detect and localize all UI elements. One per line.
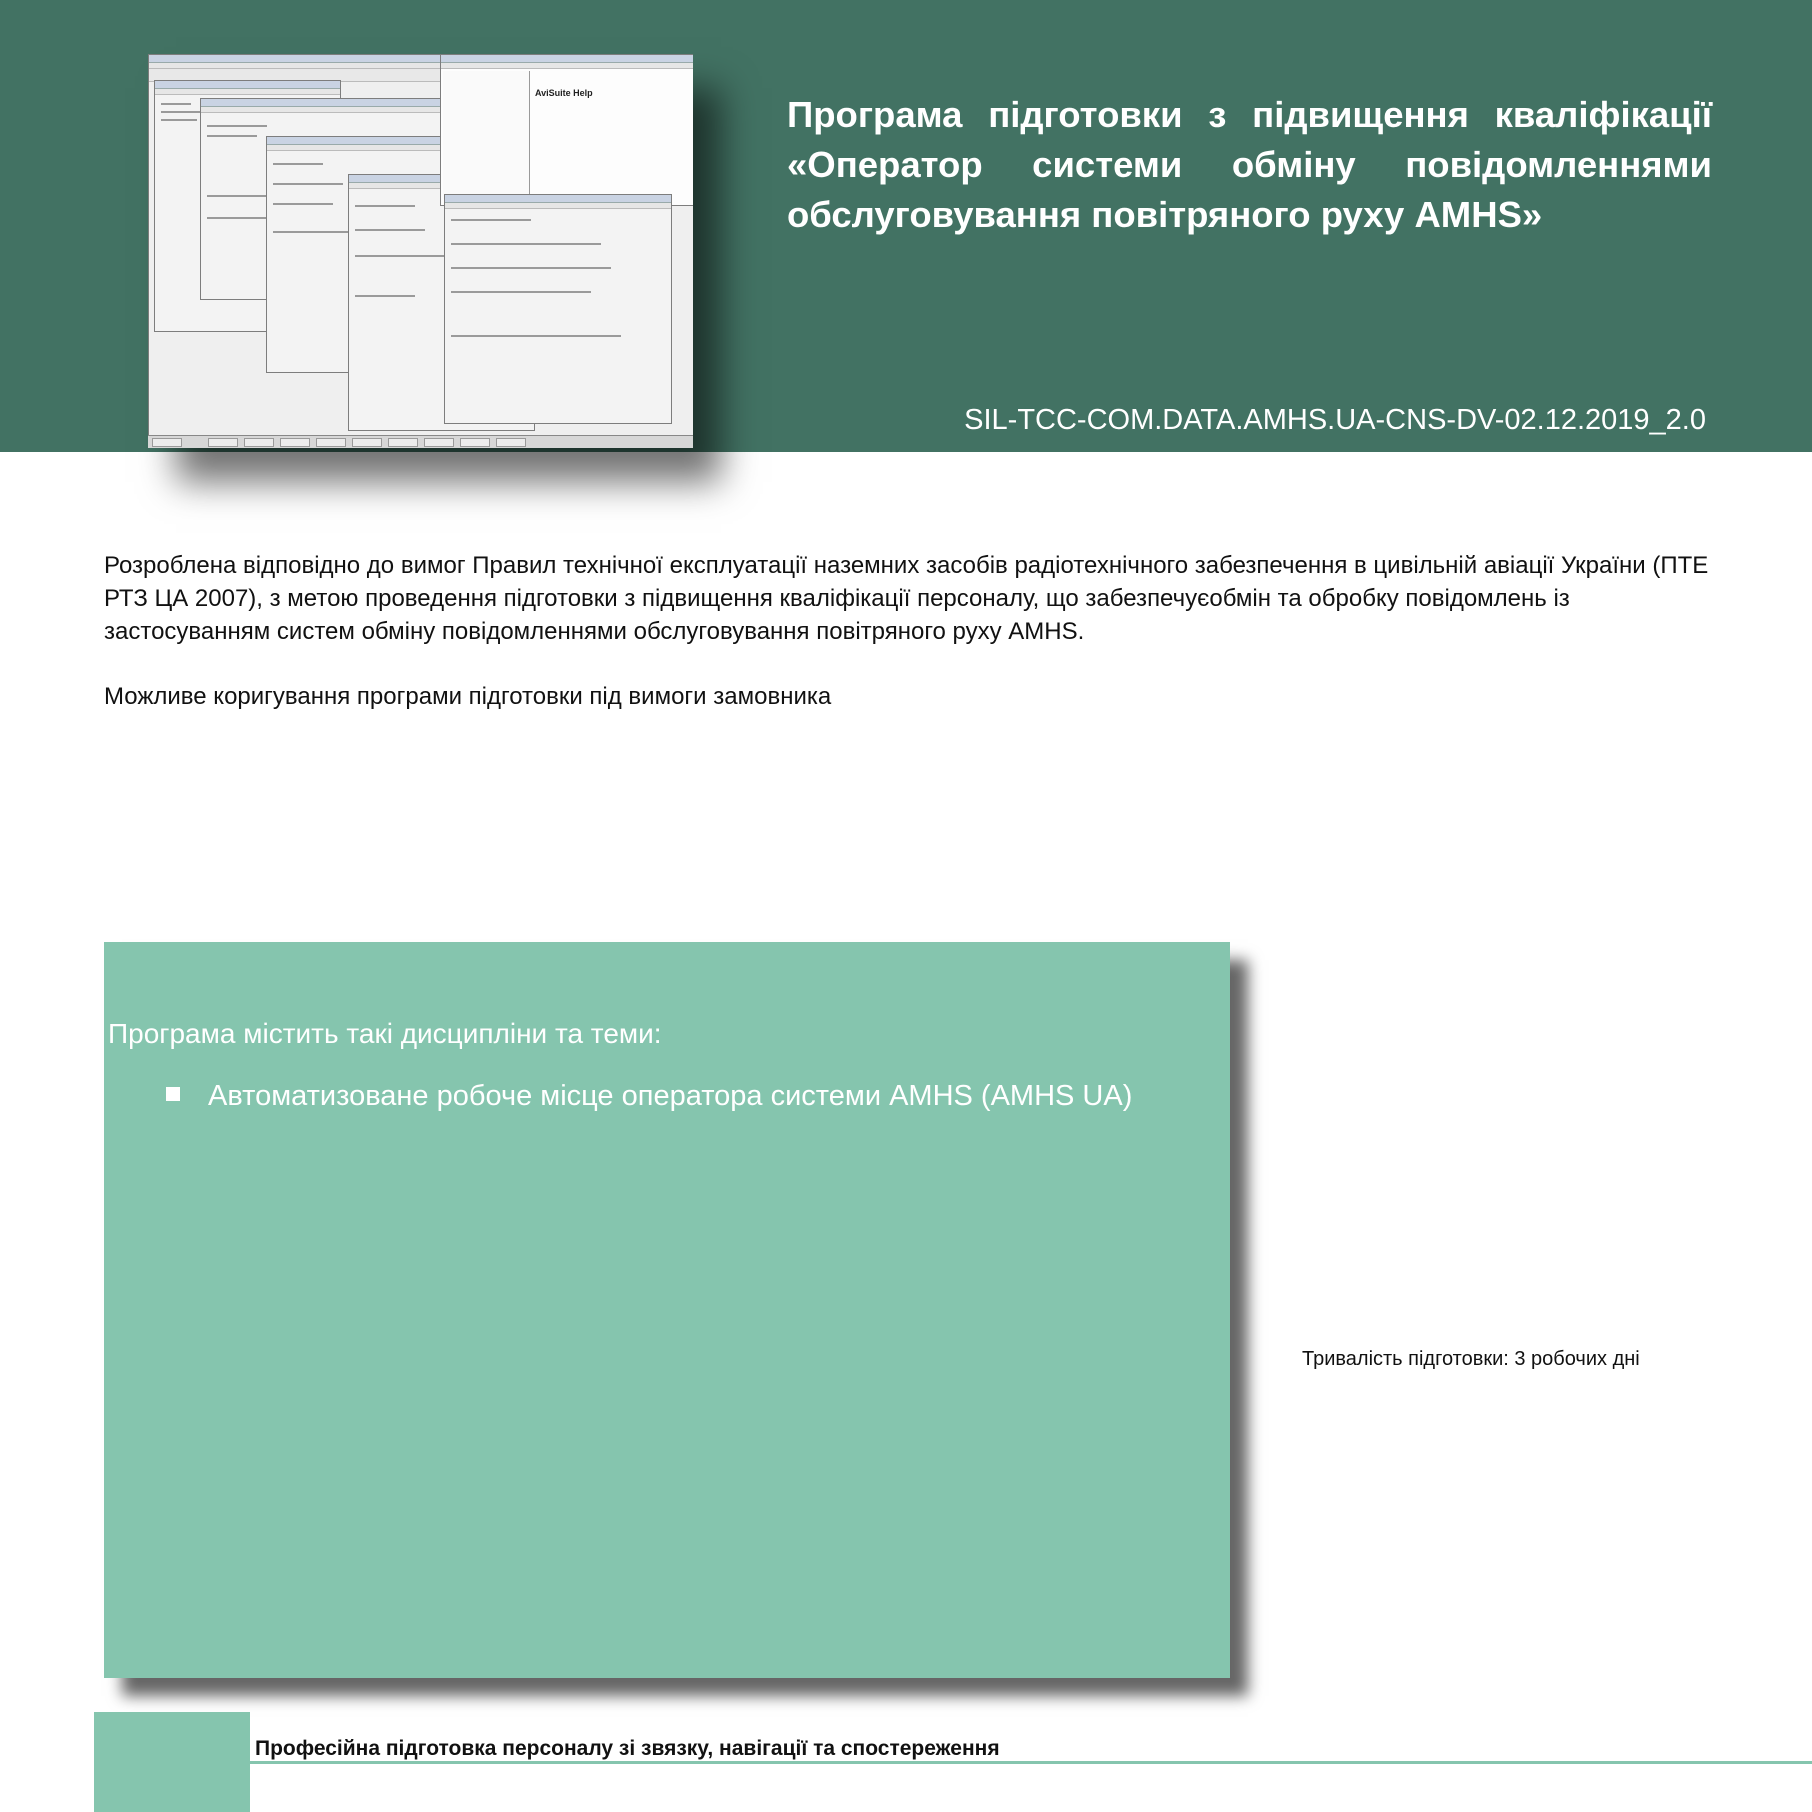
program-title: Програма містить такі дисципліни та теми: <box>108 1018 662 1049</box>
header-banner <box>0 0 1812 452</box>
document-title <box>787 90 1712 240</box>
program-box <box>104 942 1230 1678</box>
document-code: SIL-TCC-COM.DATA.AMHS.UA-CNS-DV-02.12.2019_2.0 <box>964 404 1706 436</box>
square-bullet-icon <box>166 1087 180 1101</box>
title-line-2: «Оператор системи обміну повідомленнями <box>787 144 1712 185</box>
help-window <box>440 54 693 206</box>
taskbar <box>148 435 693 448</box>
footer-divider <box>250 1761 1812 1764</box>
help-window-title: AviSuite Help <box>535 88 593 98</box>
flight-plan-window <box>444 194 672 424</box>
program-item-text: Автоматизоване робоче місце оператора системи AMHS (AMHS UA) <box>208 1080 1133 1112</box>
software-screenshot <box>148 54 693 448</box>
footer-text: Професійна підготовка персоналу зі звязку, навігації та спостереження <box>255 1737 1000 1760</box>
title-line-1: Програма підготовки з підвищення кваліфікації <box>787 94 1712 135</box>
title-line-3: обслуговування повітряного руху AMHS» <box>787 194 1543 235</box>
footer-accent-block <box>94 1712 250 1812</box>
customization-note: Можливе коригування програми підготовки під вимоги замовника <box>104 683 832 710</box>
program-item <box>166 1080 1132 1113</box>
training-duration: Тривалість підготовки: 3 робочих дні <box>1302 1348 1640 1370</box>
intro-paragraph: Розроблена відповідно до вимог Правил технічної експлуатації наземних засобів радіотехнічного забезпечення в цивільній авіації України (ПТЕ РТЗ ЦА 2007), з метою проведення підготовки з підвищення кваліфікації персоналу, що забезпечуєобмін та обробку повідомлень із застосуванням систем обміну повідомленнями обслуговування повітряного руху AMHS. <box>104 552 1709 645</box>
